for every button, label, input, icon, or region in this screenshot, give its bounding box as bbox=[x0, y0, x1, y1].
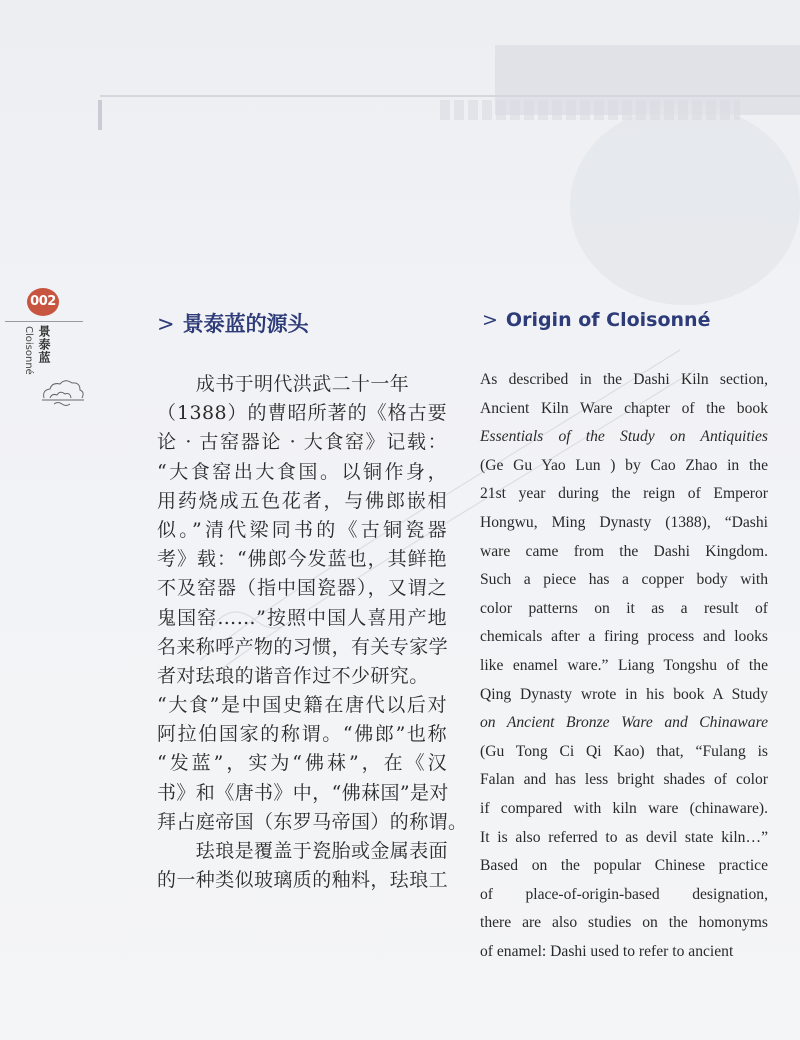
text-line: of enamel: Dashi used to refer to ancient bbox=[480, 942, 734, 960]
text-line: 考》载：“佛郎今发蓝也，其鲜艳 bbox=[157, 548, 447, 571]
text-line: if compared with kiln ware (chinaware). bbox=[480, 799, 768, 817]
text-line: “大食”是中国史籍在唐代以后对 bbox=[157, 694, 447, 717]
text-line: As described in the Dashi Kiln section, bbox=[480, 371, 768, 388]
text-line: “发蓝”，实为“佛菻”，在《汉 bbox=[157, 752, 447, 775]
text-line: Falan and has less bright shades of color bbox=[480, 771, 768, 789]
text-line: 拜占庭帝国（东罗马帝国）的称谓。 bbox=[157, 810, 468, 833]
text-line: 阿拉伯国家的称谓。“佛郎”也称 bbox=[157, 723, 447, 746]
margin-rule bbox=[5, 321, 83, 322]
text-line: It is also referred to as devil state kiln…” bbox=[480, 828, 768, 846]
text-line: （1388）的曹昭所著的《格古要 bbox=[157, 402, 447, 425]
text-line: Ancient Kiln Ware chapter of the book bbox=[480, 399, 768, 417]
text-line: (Ge Gu Yao Lun ) by Cao Zhao in the bbox=[480, 456, 768, 474]
text-line: Such a piece has a copper body with bbox=[480, 571, 768, 589]
text-line: 似。”清代梁同书的《古铜瓷器 bbox=[157, 518, 447, 541]
text-line: like enamel ware.” Liang Tongshu of the bbox=[480, 656, 768, 674]
running-title-en: Cloisonné bbox=[23, 326, 34, 375]
section-heading-en-text: Origin of Cloisonné bbox=[505, 309, 711, 331]
text-line: “大食窑出大食国。以铜作身， bbox=[157, 460, 447, 483]
text-line: 名来称呼产物的习惯，有关专家学 bbox=[157, 635, 449, 658]
chevron-right-icon: > bbox=[482, 309, 498, 331]
section-heading-en bbox=[482, 309, 710, 331]
chevron-right-icon: > bbox=[157, 312, 175, 336]
text-line: of place-of-origin-based designation, bbox=[480, 885, 768, 903]
bleed-through-circle bbox=[570, 105, 800, 305]
bleed-through-bar bbox=[98, 100, 102, 130]
text-line: Based on the popular Chinese practice bbox=[480, 857, 768, 875]
bleed-through-rule bbox=[100, 95, 800, 97]
text-line: Essentials of the Study on Antiquities bbox=[480, 428, 768, 446]
text-line: 21st year during the reign of Emperor bbox=[480, 485, 768, 503]
text-line: chemicals after a firing process and looks bbox=[480, 628, 768, 646]
section-heading-zh bbox=[157, 308, 309, 338]
text-line: 的一种类似玻璃质的釉料，珐琅工 bbox=[157, 869, 449, 892]
section-heading-zh-text: 景泰蓝的源头 bbox=[182, 312, 309, 336]
english-text-column bbox=[480, 366, 768, 966]
text-line: 珐琅是覆盖于瓷胎或金属表面 bbox=[157, 840, 449, 862]
text-line: Qing Dynasty wrote in his book A Study bbox=[480, 685, 768, 703]
text-line: Hongwu, Ming Dynasty (1388), “Dashi bbox=[480, 513, 768, 531]
text-line: 用药烧成五色花者，与佛郎嵌相 bbox=[157, 489, 447, 512]
text-line: 成书于明代洪武二十一年 bbox=[157, 373, 410, 395]
text-line: (Gu Tong Ci Qi Kao) that, “Fulang is bbox=[480, 742, 768, 760]
running-title-zh: 景泰蓝 bbox=[37, 325, 51, 364]
text-line: 书》和《唐书》中，“佛菻国”是对 bbox=[157, 781, 449, 804]
text-line: 论 · 古窑器论 · 大食窑》记载： bbox=[157, 431, 447, 454]
text-line: 鬼国窑……”按照中国人喜用产地 bbox=[157, 606, 447, 629]
page-number-badge: 002 bbox=[27, 288, 59, 316]
text-line: color patterns on it as a result of bbox=[480, 599, 768, 617]
text-line: on Ancient Bronze Ware and Chinaware bbox=[480, 714, 768, 732]
text-line: 者对珐琅的谐音作过不少研究。 bbox=[157, 664, 429, 687]
text-line: ware came from the Dashi Kingdom. bbox=[480, 542, 768, 560]
text-line: there are also studies on the homonyms bbox=[480, 914, 768, 932]
cloud-icon bbox=[40, 378, 86, 408]
text-line: 不及窑器（指中国瓷器），又谓之 bbox=[157, 577, 447, 600]
bleed-through-text bbox=[440, 100, 740, 120]
chinese-text-column bbox=[157, 370, 468, 895]
